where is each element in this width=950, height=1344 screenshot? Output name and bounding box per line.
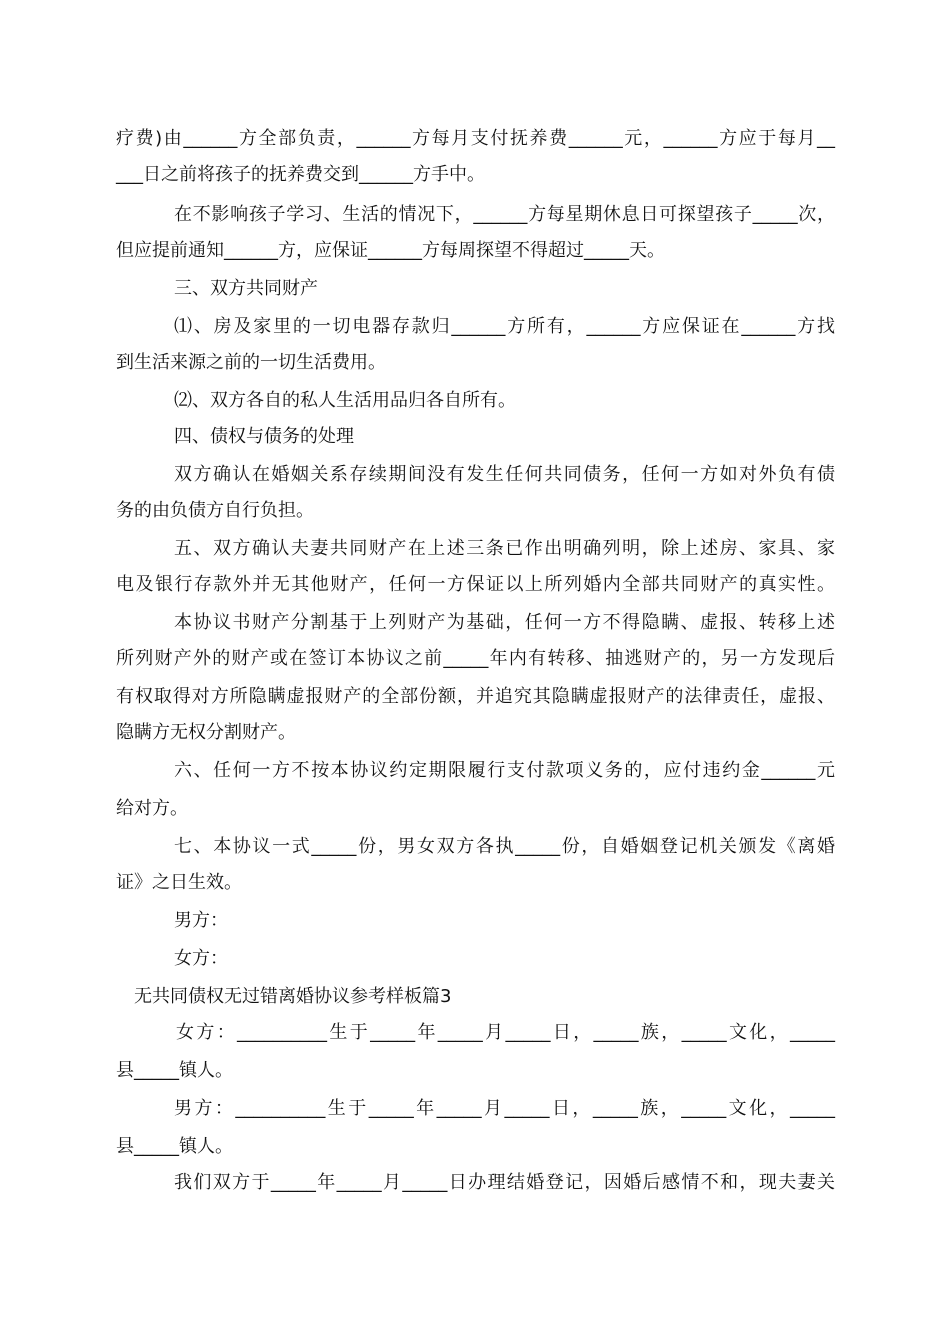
paragraph-line: 到生活来源之前的一切生活费用。: [116, 352, 386, 373]
section-heading: 四、债权与债务的处理: [174, 426, 354, 447]
paragraph-line: 女方：__________生于_____年_____月_____日，_____族，_____文化，_____: [176, 1022, 835, 1043]
paragraph-line: 隐瞒方无权分割财产。: [116, 722, 296, 743]
paragraph-line: 本协议书财产分割基于上列财产为基础，任何一方不得隐瞒、虚报、转移上述: [174, 612, 835, 633]
paragraph-line: 六、任何一方不按本协议约定期限履行支付款项义务的，应付违约金______元: [174, 760, 835, 781]
document-title: 无共同债权无过错离婚协议参考样板篇3: [134, 986, 452, 1007]
paragraph-line: 有权取得对方所隐瞒虚报财产的全部份额，并追究其隐瞒虚报财产的法律责任，虚报、: [116, 686, 835, 707]
paragraph-line: 县_____镇人。: [116, 1060, 233, 1081]
paragraph-line: 所列财产外的财产或在签订本协议之前_____年内有转移、抽逃财产的，另一方发现后: [116, 648, 835, 669]
paragraph-line: 在不影响孩子学习、生活的情况下，______方每星期休息日可探望孩子_____次，: [174, 204, 835, 225]
paragraph-line: 务的由负债方自行负担。: [116, 500, 314, 521]
paragraph-line: 五、双方确认夫妻共同财产在上述三条已作出明确列明，除上述房、家具、家: [174, 538, 835, 559]
paragraph-line: 疗费)由______方全部负责，______方每月支付抚养费______元，______方应于每月__: [116, 128, 835, 149]
paragraph-line: 双方确认在婚姻关系存续期间没有发生任何共同债务，任何一方如对外负有债: [174, 464, 835, 485]
paragraph-line: 但应提前通知______方，应保证______方每周探望不得超过_____天。: [116, 240, 665, 261]
signature-male-label: 男方：: [174, 910, 228, 931]
paragraph-line: 我们双方于_____年_____月_____日办理结婚登记，因婚后感情不和，现夫妻关: [174, 1172, 835, 1193]
paragraph-line: 县_____镇人。: [116, 1136, 233, 1157]
paragraph-line: ___日之前将孩子的抚养费交到______方手中。: [116, 164, 485, 185]
paragraph-line: 给对方。: [116, 798, 188, 819]
paragraph-line: ⑵、双方各自的私人生活用品归各自所有。: [174, 390, 516, 411]
signature-female-label: 女方：: [174, 948, 228, 969]
section-heading: 三、双方共同财产: [174, 278, 318, 299]
paragraph-line: 七、本协议一式_____份，男女双方各执_____份，自婚姻登记机关颁发《离婚: [174, 836, 835, 857]
paragraph-line: 电及银行存款外并无其他财产，任何一方保证以上所列婚内全部共同财产的真实性。: [116, 574, 835, 595]
paragraph-line: ⑴、房及家里的一切电器存款归______方所有，______方应保证在______方找: [174, 316, 835, 337]
paragraph-line: 证》之日生效。: [116, 872, 242, 893]
paragraph-line: 男方：__________生于_____年_____月_____日，_____族，_____文化，_____: [174, 1098, 835, 1119]
